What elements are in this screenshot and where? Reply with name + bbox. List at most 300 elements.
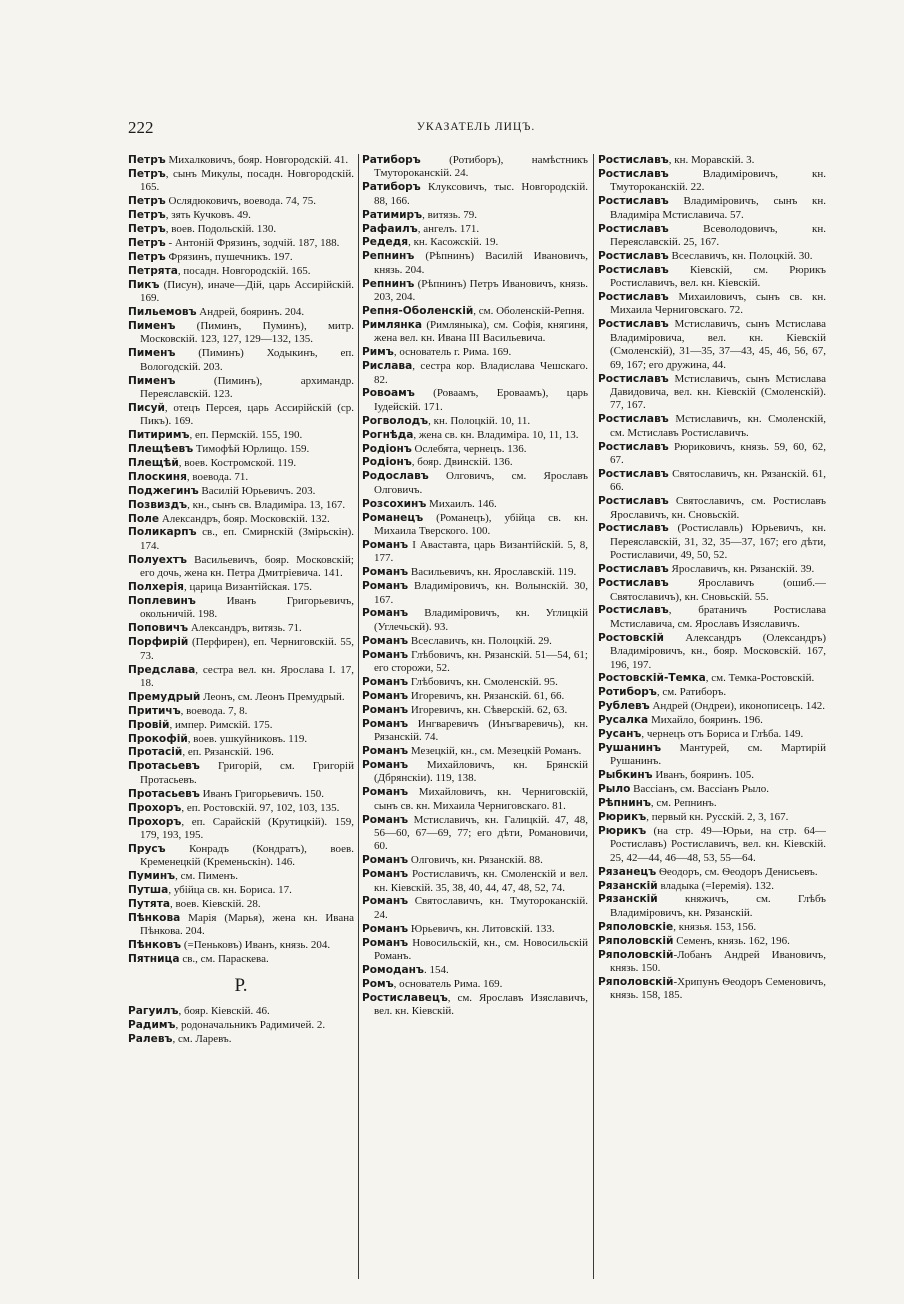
entry-text: (Римляныка), см. Софія, княгиня, жена вел. кн. Ивана III Васильевича.: [374, 318, 588, 345]
index-entry: [362, 607, 588, 634]
entry-text: княжичъ, см. Глѣбъ Владиміровичъ, кн. Рязанскій.: [610, 893, 826, 919]
entry-headword: Романъ: [362, 922, 409, 935]
entry-text: Михайловичъ, кн. Черниговскій, сынъ св. кн. Михаила Черниговскаго. 81.: [374, 786, 588, 812]
index-entry: [128, 581, 354, 594]
index-entry: [362, 566, 588, 579]
index-entry: [128, 279, 354, 306]
index-entry: [362, 305, 588, 318]
entry-headword: Ростиславъ: [598, 249, 669, 262]
index-entry: [362, 236, 588, 249]
entry-text: Юрьевичъ, кн. Литовскій. 133.: [408, 922, 555, 935]
entry-text: , см. Пименъ.: [175, 870, 238, 883]
entry-headword: Рогволодъ: [362, 414, 429, 427]
index-entry: [362, 512, 588, 539]
index-entry: [598, 893, 826, 920]
entry-text: , см. Оболенскій-Репня.: [473, 304, 585, 317]
entry-headword: Ростиславъ: [598, 440, 669, 453]
entry-text: , воев. ушкуйниковъ. 119.: [187, 732, 308, 745]
entry-headword: Ростиславъ: [598, 413, 669, 426]
index-entry: [598, 672, 826, 685]
entry-text: Владиміровичъ, кн. Волынскій. 30, 167.: [374, 580, 588, 606]
entry-headword: Петръ: [128, 195, 166, 208]
index-entry: [128, 912, 354, 939]
entry-headword: Репня-Оболенскій: [362, 304, 474, 317]
entry-headword: Рислава: [362, 360, 413, 373]
entry-text: (Рѣпнинъ) Петръ Ивановичъ, князь. 203, 204.: [374, 277, 588, 304]
index-entry: [128, 223, 354, 236]
entry-headword: Пименъ: [128, 374, 176, 387]
entry-text: Святославичъ, кн. Тмутороканскій. 24.: [374, 895, 588, 921]
index-column-1: [128, 154, 354, 1284]
entry-headword: Романъ: [362, 786, 409, 799]
entry-text: Александръ (Олександръ) Владиміровичъ, кн., бояр. Московскій. 167, 196, 197.: [610, 631, 826, 671]
entry-text: Мстиславичъ, сынъ Мстислава Владиміровича, вел. кн. Кіевскій (Смоленскій), 31—35, 37—43, 45, 46, 56, 67, 69, 167; его дружина, 44.: [610, 318, 826, 371]
index-entry: [128, 306, 354, 319]
entry-text: , кн. Полоцкій. 10, 11.: [428, 414, 531, 427]
entry-headword: Романъ: [362, 936, 409, 949]
entry-text: (Пиминъ) Ходыкинъ, еп. Вологодскій. 203.: [140, 347, 354, 373]
entry-text: Мстиславичъ, кн. Смоленскій, см. Мстиславъ Ростиславичъ.: [610, 413, 826, 439]
entry-text: , посадн. Новгородскій. 165.: [177, 264, 311, 277]
index-entry: [598, 563, 826, 576]
entry-headword: Романъ: [362, 634, 409, 647]
index-entry: [128, 719, 354, 732]
index-entry: [362, 937, 588, 964]
entry-text: Мстиславичъ, сынъ Мстислава Давидовича, вел. кн. Кіевскій (Смоленскій). 77, 167.: [610, 372, 826, 412]
entry-text: , еп. Сарайскій (Крутицкій). 159, 179, 193, 195.: [140, 815, 354, 841]
index-entry: [598, 604, 826, 631]
entry-text: , кн., сынъ св. Владиміра. 13, 167.: [187, 498, 346, 511]
index-entry: [362, 745, 588, 758]
index-entry: [362, 415, 588, 428]
entry-headword: Ростиславъ: [598, 291, 669, 304]
entry-text: , первый кн. Русскій. 2, 3, 167.: [646, 811, 789, 823]
section-letter-heading: Р.: [234, 975, 248, 997]
index-column-3: [598, 154, 826, 1284]
entry-text: (Писун), иначе—Дій, царь Ассирійскій. 169.: [140, 278, 354, 305]
entry-headword: Притичъ: [128, 704, 181, 717]
index-entry: [362, 635, 588, 648]
index-entry: [362, 676, 588, 689]
index-entry: [598, 168, 826, 195]
entry-headword: Ростиславъ: [598, 167, 669, 180]
entry-headword: Ростиславъ: [598, 222, 669, 235]
index-entry: [598, 714, 826, 727]
entry-text: Василій Юрьевичъ. 203.: [198, 484, 316, 497]
entry-text: Васильевичъ, кн. Ярославскій. 119.: [408, 566, 577, 579]
index-entry: [598, 468, 826, 495]
entry-headword: Поплевинъ: [128, 595, 196, 607]
entry-headword: Рагуилъ: [128, 1004, 179, 1017]
entry-headword: Поджегинъ: [128, 484, 199, 497]
entry-headword: Ряполовскій: [598, 934, 674, 947]
entry-text: , кн. Моравскій. 3.: [668, 154, 755, 166]
entry-text: , еп. Пермскій. 155, 190.: [189, 429, 303, 442]
index-entry: [362, 387, 588, 414]
entry-text: . 154.: [423, 963, 449, 976]
entry-headword: Ростиславъ: [598, 467, 669, 480]
index-entry: [362, 181, 588, 208]
entry-headword: Петрята: [128, 264, 178, 277]
index-entry: [128, 526, 354, 553]
index-entry: [598, 811, 826, 824]
index-entry: [362, 539, 588, 566]
entry-headword: Ралевъ: [128, 1032, 173, 1045]
index-entry: [362, 978, 588, 991]
index-entry: [128, 622, 354, 635]
index-entry: [598, 728, 826, 741]
index-entry: [598, 976, 826, 1003]
entry-headword: Ратиборъ: [362, 154, 421, 166]
entry-text: (Романецъ), убійца св. кн. Михаила Тверского. 100.: [374, 511, 588, 537]
index-entry: [128, 898, 354, 911]
entry-headword: Романъ: [362, 744, 409, 757]
index-entry: [598, 742, 826, 769]
entry-headword: Романецъ: [362, 511, 424, 524]
index-entry: [128, 691, 354, 704]
index-entry: [598, 413, 826, 440]
entry-headword: Протасьевъ: [128, 787, 200, 800]
index-entry: [128, 429, 354, 442]
index-entry: [128, 595, 354, 622]
index-entry: [128, 457, 354, 470]
index-column-2: [362, 154, 588, 1284]
entry-headword: Ростиславъ: [598, 522, 669, 535]
entry-text: Фрязинъ, пушечникъ. 197.: [165, 250, 293, 263]
index-entry: [128, 1033, 354, 1046]
entry-text: , воевода. 7, 8.: [180, 704, 248, 717]
index-entry: [362, 209, 588, 222]
index-entry: [128, 209, 354, 222]
index-entry: [362, 649, 588, 676]
entry-text: , царица Византійская. 175.: [183, 581, 312, 594]
entry-text: Клуксовичъ, тыс. Новгородскій. 88, 166.: [374, 181, 588, 207]
index-entry: [362, 319, 588, 346]
entry-text: , воев. Подольскій. 130.: [165, 223, 277, 236]
entry-headword: Романъ: [362, 895, 409, 908]
entry-headword: Романъ: [362, 580, 409, 593]
index-entry: [598, 686, 826, 699]
entry-headword: Петръ: [128, 209, 166, 222]
entry-text: , отецъ Персея, царь Ассирійскій (ср. Пикъ). 169.: [140, 401, 354, 428]
index-entry: [128, 265, 354, 278]
entry-headword: Пикъ: [128, 278, 160, 291]
index-entry: [362, 278, 588, 305]
index-entry: [598, 264, 826, 291]
entry-headword: Ромоданъ: [362, 963, 424, 976]
entry-headword: Романъ: [362, 703, 409, 716]
index-entry: [598, 949, 826, 976]
entry-headword: Плоскиня: [128, 470, 187, 483]
entry-text: Святославичъ, см. Ростиславъ Ярославичъ, кн. Сновьскій.: [610, 495, 826, 521]
entry-headword: Порфирій: [128, 636, 189, 649]
entry-text: , см. Ларевъ.: [172, 1032, 232, 1045]
entry-text: , сестра кор. Владислава Чешскаго. 82.: [374, 360, 588, 386]
index-entry: [598, 825, 826, 865]
entry-headword: Петръ: [128, 250, 166, 263]
entry-text: Мантурей, см. Мартирій Рушанинъ.: [610, 741, 826, 768]
entry-headword: Романъ: [362, 758, 409, 771]
index-entry: [362, 704, 588, 717]
entry-text: , воевода. 71.: [186, 470, 249, 483]
entry-text: (Роваамъ, Ероваамъ), царь Іудейскій. 171.: [374, 387, 588, 413]
index-entry: [128, 746, 354, 759]
entry-headword: Поле: [128, 512, 160, 525]
index-entry: [128, 636, 354, 663]
entry-headword: Рязанскій: [598, 879, 658, 892]
entry-headword: Рублевъ: [598, 700, 650, 713]
entry-text: (Пиминъ, Пуминъ), митр. Московскій. 123, 127, 129—132, 135.: [140, 319, 354, 346]
entry-headword: Пѣнкова: [128, 911, 181, 924]
index-entry: [362, 470, 588, 497]
entry-text: , бояр. Кіевскій. 46.: [178, 1004, 270, 1017]
entry-headword: Плещѣевъ: [128, 443, 194, 456]
entry-headword: Романъ: [362, 538, 409, 551]
entry-headword: Рыло: [598, 783, 631, 796]
index-entry: [362, 895, 588, 922]
entry-headword: Ряполовскіе: [598, 920, 674, 933]
index-entry: [128, 554, 354, 581]
entry-text: Владиміровичъ, кн. Углицкій (Углечьскй). 93.: [374, 607, 588, 633]
entry-headword: Редедя: [362, 236, 409, 249]
index-entry: [128, 733, 354, 746]
entry-text: Всеславичъ, кн. Полоцкій. 29.: [408, 634, 552, 647]
entry-text: Андрей, бояринъ. 204.: [196, 305, 305, 318]
page-header: [128, 118, 824, 140]
entry-text: Рюриковичъ, князь. 59, 60, 62, 67.: [610, 440, 826, 466]
entry-headword: Рязанецъ: [598, 865, 657, 878]
entry-text: Вассіанъ, см. Вассіанъ Рыло.: [630, 783, 769, 796]
entry-text: (на стр. 49—Юрьи, на стр. 64—Ростиславъ) Ростиславичъ, вел. кн. Кіевскій. 25, 42—44, 46—48, 53, 55—64.: [610, 824, 826, 864]
index-entry: [598, 441, 826, 468]
entry-headword: Протасьевъ: [128, 760, 200, 773]
entry-text: Кіевскій, см. Рюрикъ Ростиславичъ, вел. кн. Кіевскій.: [610, 263, 826, 290]
entry-text: - Антоній Фрязинъ, зодчій. 187, 188.: [165, 236, 340, 249]
index-entry: [362, 814, 588, 854]
entry-text: , сестра вел. кн. Ярослава I. 17, 18.: [140, 663, 354, 689]
entry-text: -Лобанъ Андрей Ивановичъ, князь. 150.: [610, 948, 826, 974]
index-entry: [598, 921, 826, 934]
entry-headword: Петръ: [128, 154, 166, 166]
entry-text: , см. Ярославъ Изяславичъ, вел. кн. Кіевскій.: [374, 991, 588, 1018]
column-divider: [593, 154, 594, 1279]
running-title: УКАЗАТЕЛЬ ЛИЦЪ.: [416, 121, 536, 133]
entry-text: (=Пеньковъ) Иванъ, князь. 204.: [181, 939, 331, 952]
index-entry: [598, 769, 826, 782]
entry-text: , см. Репнинъ.: [650, 797, 717, 810]
entry-text: Ярославичъ (ошиб.—Святославичъ), кн. Сновьскій. 55.: [610, 577, 826, 603]
index-entry: [362, 223, 588, 236]
entry-headword: Родіонъ: [362, 442, 412, 455]
index-entry: [128, 802, 354, 815]
entry-headword: Римлянка: [362, 318, 423, 331]
entry-text: , еп. Рязанскій. 196.: [182, 746, 274, 759]
entry-headword: Ратиборъ: [362, 181, 421, 194]
entry-headword: Ровоамъ: [362, 387, 415, 400]
entry-headword: Рюрикъ: [598, 811, 647, 823]
entry-text: , импер. Римскій. 175.: [169, 718, 273, 731]
entry-text: Всеволодовичъ, кн. Переяславскій. 25, 167.: [610, 222, 826, 248]
entry-headword: Прохоръ: [128, 815, 182, 828]
index-entry: [362, 456, 588, 469]
entry-headword: Провій: [128, 718, 170, 731]
entry-text: , кн. Касожскій. 19.: [408, 236, 499, 249]
entry-headword: Путша: [128, 884, 169, 897]
entry-headword: Прусъ: [128, 842, 166, 855]
entry-headword: Ростиславъ: [598, 495, 669, 508]
index-entry: [598, 195, 826, 222]
entry-headword: Родославъ: [362, 470, 429, 483]
entry-text: Михаилъ. 146.: [426, 497, 497, 510]
entry-text: Глѣбовичъ, кн. Рязанскій. 51—54, 61; его сторожи, 52.: [374, 648, 588, 675]
index-entry: [598, 880, 826, 893]
index-entry: [362, 718, 588, 745]
entry-headword: Ростиславъ: [598, 372, 669, 385]
entry-headword: Полхерія: [128, 581, 184, 594]
entry-text: Иванъ, бояринъ. 105.: [652, 769, 754, 782]
index-entry: [598, 700, 826, 713]
entry-text: Михаиловичъ, сынъ св. кн. Михаила Черниговскаго. 72.: [610, 291, 826, 317]
entry-headword: Ромъ: [362, 977, 394, 990]
index-entry: [598, 223, 826, 250]
index-entry: [598, 797, 826, 810]
entry-headword: Петръ: [128, 167, 166, 180]
index-entry: [598, 291, 826, 318]
entry-text: , братаничъ Ростислава Мстиславича, см. Ярославъ Изяславичъ.: [610, 604, 826, 630]
entry-text: , воев. Костромской. 119.: [178, 456, 297, 469]
entry-text: Ингваревичъ (Инъгваревичь), кн. Рязанскій. 74.: [374, 717, 588, 744]
entry-headword: Ряполовскій: [598, 948, 674, 961]
entry-headword: Предслава: [128, 663, 196, 676]
entry-headword: Поповичъ: [128, 622, 189, 635]
entry-headword: Пименъ: [128, 319, 176, 332]
entry-headword: Ряполовскій: [598, 975, 674, 988]
entry-headword: Романъ: [362, 566, 409, 579]
index-entry: [128, 816, 354, 843]
entry-text: , см. Темка-Ростовскій.: [705, 672, 815, 685]
index-entry: [598, 783, 826, 796]
entry-text: Глѣбовичъ, кн. Смоленскій. 95.: [408, 675, 558, 688]
entry-text: , жена св. кн. Владиміра. 10, 11, 13.: [413, 428, 579, 441]
entry-headword: Ратимиръ: [362, 208, 423, 221]
entry-headword: Позвиздъ: [128, 498, 188, 511]
entry-headword: Пуминъ: [128, 870, 176, 883]
entry-headword: Рѣпнинъ: [598, 797, 651, 810]
index-entry: [598, 250, 826, 263]
entry-headword: Русалка: [598, 714, 649, 727]
entry-headword: Премудрый: [128, 690, 201, 703]
entry-headword: Романъ: [362, 813, 409, 826]
entry-headword: Романъ: [362, 854, 409, 867]
index-entry: [362, 690, 588, 703]
entry-text: Владиміровичъ, сынъ кн. Владиміра Мстиславича. 57.: [610, 195, 826, 221]
entry-headword: Плещѣй: [128, 456, 179, 469]
entry-headword: Питиримъ: [128, 429, 190, 442]
entry-text: Владиміровичъ, кн. Тмутороканскій. 22.: [610, 167, 826, 194]
entry-text: Ослядюковичъ, воевода. 74, 75.: [165, 195, 316, 208]
index-entry: [598, 154, 826, 167]
entry-headword: Рогнѣда: [362, 428, 414, 441]
index-entry: [128, 664, 354, 691]
entry-headword: Ростиславъ: [598, 195, 669, 208]
index-entry: [128, 1019, 354, 1032]
entry-text: , бояр. Двинскій. 136.: [411, 456, 513, 469]
entry-text: , воев. Кіевскій. 28.: [170, 897, 261, 910]
index-entry: [128, 471, 354, 484]
entry-headword: Ростиславъ: [598, 263, 669, 276]
entry-headword: Розсохинъ: [362, 497, 427, 510]
entry-text: (Пиминъ), архимандр. Переяславскій. 123.: [140, 374, 354, 400]
index-entry: [128, 1005, 354, 1018]
index-entry: [128, 499, 354, 512]
entry-headword: Ротиборъ: [598, 686, 657, 699]
index-entry: [598, 495, 826, 522]
entry-headword: Ростовскій-Темка: [598, 672, 706, 685]
index-entry: [128, 939, 354, 952]
entry-text: (Ростиславль) Юрьевичъ, кн. Переяславскій, 31, 32, 35—37, 167; его дѣти, Ростиславичи, 49, 50, 52.: [610, 522, 826, 562]
entry-text: Марія (Марья), жена кн. Ивана Пѣнкова. 204.: [140, 911, 354, 938]
entry-headword: Пятница: [128, 953, 180, 966]
index-entry: [362, 429, 588, 442]
entry-headword: Ростиславъ: [598, 577, 669, 590]
column-divider: [358, 154, 359, 1279]
index-entry: [128, 154, 354, 167]
entry-text: , сынъ Микулы, посадн. Новгородскій. 165.: [140, 167, 354, 194]
index-entry: [598, 373, 826, 413]
entry-headword: Родіонъ: [362, 456, 412, 469]
entry-headword: Рюрикъ: [598, 824, 647, 837]
index-entry: [598, 935, 826, 948]
entry-headword: Рыбкинъ: [598, 769, 653, 782]
entry-text: Михайло, бояринъ. 196.: [648, 714, 763, 727]
entry-headword: Путята: [128, 897, 171, 910]
index-entry: [128, 760, 354, 787]
index-entry: [362, 854, 588, 867]
entry-text: , витязь. 79.: [422, 208, 478, 221]
entry-text: Ростиславичъ, кн. Смоленскій и вел. кн. Кіевскій. 35, 38, 40, 44, 47, 48, 52, 74.: [374, 868, 588, 894]
entry-text: Андрей (Ондреи), иконописецъ. 142.: [649, 700, 825, 713]
index-entry: [128, 347, 354, 374]
index-entry: [362, 250, 588, 277]
entry-headword: Римъ: [362, 346, 394, 359]
index-entry: [128, 168, 354, 195]
index-entry: [128, 320, 354, 347]
entry-headword: Петръ: [128, 223, 166, 236]
index-entry: [362, 923, 588, 936]
entry-text: -Хрипунъ Ѳеодоръ Семеновичъ, князь. 158, 185.: [610, 975, 826, 1002]
entry-text: , основатель Рима. 169.: [393, 977, 503, 990]
entry-headword: Русанъ: [598, 728, 642, 741]
index-entry: [362, 360, 588, 387]
entry-headword: Ростиславъ: [598, 563, 669, 576]
index-entry: [362, 154, 588, 181]
index-entry: [362, 443, 588, 456]
index-entry: [598, 318, 826, 372]
entry-text: Новосильскій, кн., см. Новосильскій Романъ.: [374, 936, 588, 963]
entry-headword: Радимъ: [128, 1018, 176, 1031]
entry-text: Мстиславичъ, кн. Галицкій. 47, 48, 56—60, 67—69, 77; его дѣти, Романовичи, 60.: [374, 813, 588, 853]
entry-text: Игоревичъ, кн. Сѣверскій. 62, 63.: [408, 703, 568, 716]
index-entry: [128, 443, 354, 456]
entry-text: , см. Ратиборъ.: [656, 686, 727, 699]
index-entry: [598, 522, 826, 562]
entry-headword: Пименъ: [128, 347, 176, 360]
index-entry: [362, 498, 588, 511]
entry-headword: Протасій: [128, 746, 183, 759]
entry-headword: Романъ: [362, 607, 409, 620]
entry-headword: Ростиславъ: [598, 318, 669, 331]
entry-text: Иванъ Григорьевичъ, окольничій. 198.: [140, 595, 354, 621]
